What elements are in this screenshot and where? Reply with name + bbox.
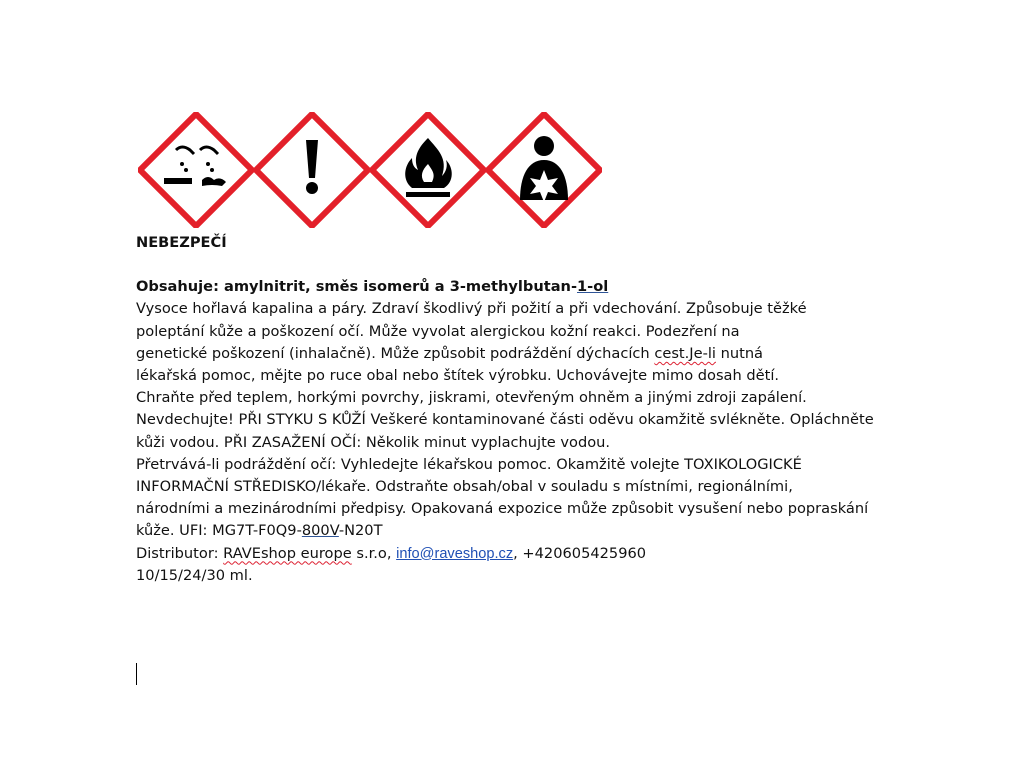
distributor-phone: , +420605425960	[513, 544, 647, 562]
text-line: lékařská pomoc, mějte po ruce obal nebo štítek výrobku. Uchovávejte mimo dosah dětí.	[136, 367, 780, 385]
signal-word: NEBEZPEČÍ	[136, 234, 227, 251]
ghs-pictograms	[138, 112, 602, 228]
spelling-error: cest.Je-li	[654, 344, 716, 362]
contains-prefix: Obsahuje: amylnitrit, směs isomerů a 3-methylbutan-	[136, 278, 577, 296]
ufi-fragment: 800V	[301, 522, 339, 540]
text-line: Přetrvává-li podráždění očí: Vyhledejte lékařskou pomoc. Okamžitě volejte TOXIKOLOGICKÉ	[136, 455, 802, 473]
text-line: národními a mezinárodními předpisy. Opakovaná expozice může způsobit vysušení nebo popraskání	[136, 500, 869, 518]
corrosion-icon	[140, 114, 252, 226]
distributor-company-suffix: s.r.o,	[351, 544, 397, 562]
volumes-line: 10/15/24/30 ml.	[136, 566, 253, 584]
text-fragment: -N20T	[338, 522, 383, 540]
flame-icon	[372, 114, 484, 226]
email-link[interactable]: info@raveshop.cz	[396, 545, 514, 562]
text-line: poleptání kůže a poškození očí. Může vyvolat alergickou kožní reakci. Podezření na	[136, 322, 740, 340]
text-fragment: genetické poškození (inhalačně). Může způsobit podráždění dýchacích	[136, 344, 655, 362]
text-line: Vysoce hořlavá kapalina a páry. Zdraví škodlivý při požití a při vdechování. Způsobuje těžké	[136, 300, 807, 318]
text-line: Nevdechujte! PŘI STYKU S KŮŽÍ Veškeré kontaminované části oděvu okamžitě svlékněte. Opláchněte	[136, 411, 874, 429]
safety-text	[136, 232, 896, 587]
exclamation-mark-icon	[256, 114, 368, 226]
text-line: INFORMAČNÍ STŘEDISKO/lékaře. Odstraňte obsah/obal v souladu s místními, regionálními,	[136, 478, 793, 496]
contains-line	[136, 276, 896, 298]
distributor-label: Distributor:	[136, 544, 224, 562]
text-fragment: nutná	[715, 344, 764, 362]
ufi-line	[136, 520, 896, 542]
distributor-company: RAVEshop europe	[223, 544, 352, 562]
distributor-line	[136, 543, 896, 565]
contains-suffix: 1-ol	[577, 278, 609, 296]
text-cursor	[136, 663, 137, 685]
text-fragment: kůže. UFI: MG7T-F0Q9-	[136, 522, 302, 540]
text-line	[136, 343, 896, 365]
text-line: Chraňte před teplem, horkými povrchy, jiskrami, otevřeným ohněm a jinými zdroji zapálení.	[136, 389, 807, 407]
health-hazard-icon	[488, 114, 600, 226]
text-line: kůži vodou. PŘI ZASAŽENÍ OČÍ: Několik minut vyplachujte vodou.	[136, 433, 611, 451]
